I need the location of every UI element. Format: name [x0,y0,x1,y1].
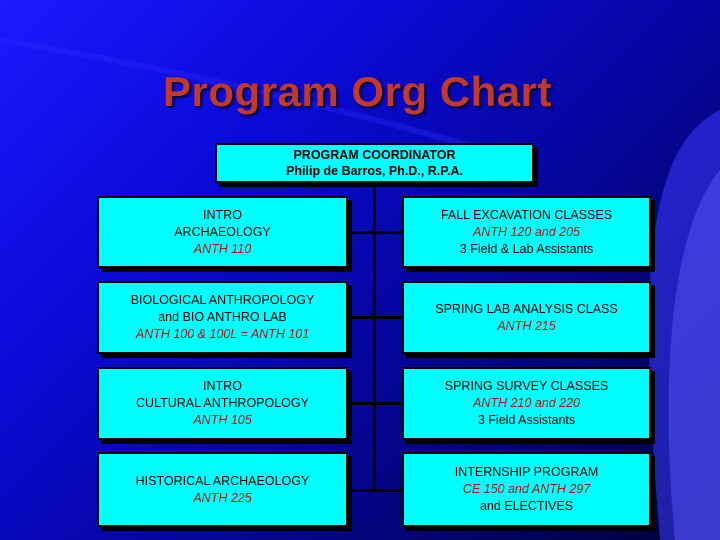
right-box-spring-lab [402,281,651,354]
coordinator-name: Philip de Barros, Ph.D., R.P.A. [286,164,463,178]
course-code: ANTH 210 and 220 [472,396,580,410]
course-code: ANTH 120 and 205 [472,224,580,239]
connector-row-3 [348,402,403,405]
left-box-biological-anthropology [97,281,348,354]
box-line: INTERNSHIP PROGRAM [454,465,599,479]
box-line: INTRO [203,207,242,222]
course-code: CE 150 and ANTH 297 [462,482,591,496]
course-code: ANTH 225 [193,490,252,505]
box-line: FALL EXCAVATION CLASSES [440,207,613,222]
page-title: Program Org Chart [163,68,552,115]
course-code: ANTH 215 [497,318,556,333]
course-code: ANTH 105 [193,413,252,427]
vertical-connector [373,182,376,490]
right-box-spring-survey [402,367,651,440]
box-extra: and ELECTIVES [479,499,574,513]
right-box-fall-excavation [402,196,651,268]
coordinator-role: PROGRAM COORDINATOR [293,148,456,162]
right-box-internship [402,452,651,527]
connector-row-4 [348,489,403,492]
box-line: INTRO [203,379,242,393]
box-line: and BIO ANTHRO LAB [158,310,287,324]
box-line: SPRING SURVEY CLASSES [444,379,609,393]
box-line: ARCHAEOLOGY [174,224,271,239]
left-box-cultural-anthropology [97,367,348,440]
connector-row-2 [348,316,403,319]
box-line: SPRING LAB ANALYSIS CLASS [435,301,618,316]
coordinator-box [215,143,534,183]
connector-row-1 [348,231,403,234]
left-box-historical-archaeology [97,452,348,527]
left-box-intro-archaeology [97,196,348,268]
box-line: BIOLOGICAL ANTHROPOLOGY [130,293,315,307]
box-line: HISTORICAL ARCHAEOLOGY [135,473,310,488]
box-extra: 3 Field Assistants [477,413,576,427]
box-extra: 3 Field & Lab Assistants [459,241,594,256]
box-line: CULTURAL ANTHROPOLOGY [136,396,309,410]
course-code: ANTH 100 & 100L = ANTH 101 [135,327,310,341]
course-code: ANTH 110 [193,241,252,256]
